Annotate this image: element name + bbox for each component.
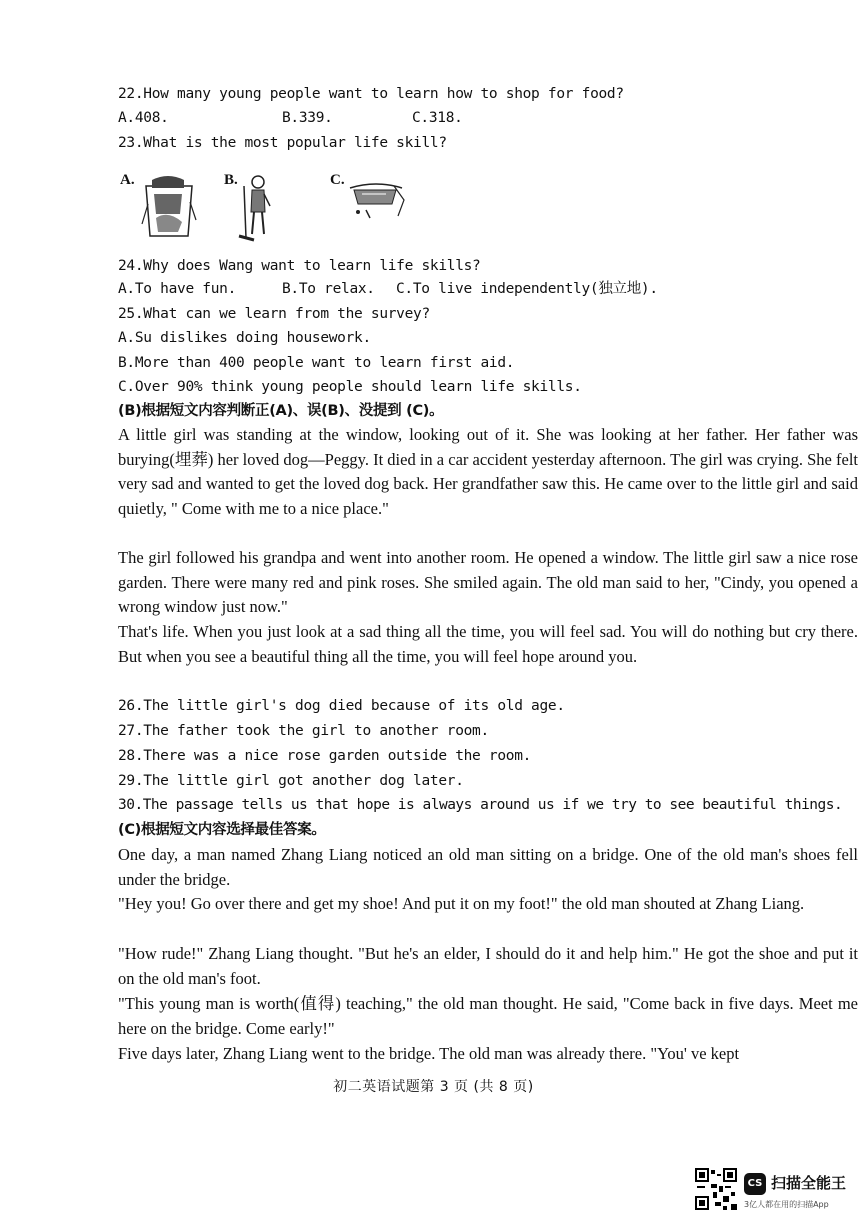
statement-26: 26.The little girl's dog died because of its old age. bbox=[118, 698, 565, 714]
camscanner-logo: CS bbox=[744, 1173, 766, 1195]
statement-28: 28.There was a nice rose garden outside the room. bbox=[118, 748, 532, 764]
q24-option-b: B.To relax. bbox=[282, 281, 375, 297]
q23-picture-b-label: B. bbox=[224, 172, 238, 188]
section-b-paragraph-3: That's life. When you just look at a sad thing all the time, you will feel sad. You will do nothing but cry there. But when you see a beautiful thing all the time, you will feel hope around you. bbox=[118, 622, 858, 666]
q24-stem: 24.Why does Wang want to learn life skills? bbox=[118, 258, 481, 274]
q25-stem: 25.What can we learn from the survey? bbox=[118, 306, 430, 322]
boy-mopping-icon bbox=[236, 172, 278, 244]
statement-29: 29.The little girl got another dog later. bbox=[118, 773, 464, 789]
q22-stem: 22.How many young people want to learn how to shop for food? bbox=[118, 86, 624, 102]
q24-option-a: A.To have fun. bbox=[118, 281, 237, 297]
camscanner-tagline: 3亿人都在用的扫描App bbox=[744, 1200, 829, 1209]
q25-option-c: C.Over 90% think young people should learn life skills. bbox=[118, 379, 582, 395]
qr-code-icon bbox=[695, 1168, 737, 1210]
statement-27: 27.The father took the girl to another room. bbox=[118, 723, 489, 739]
q22-option-b: B.339. bbox=[282, 110, 333, 126]
section-c-heading: (C)根据短文内容选择最佳答案。 bbox=[118, 822, 326, 838]
q22-option-a: A.408. bbox=[118, 110, 169, 126]
camscanner-name: 扫描全能王 bbox=[771, 1174, 847, 1192]
q23-picture-a-label: A. bbox=[120, 172, 135, 188]
section-c-paragraph-1: One day, a man named Zhang Liang noticed an old man sitting on a bridge. One of the old man's shoes fell under the bridge. bbox=[118, 845, 858, 889]
q23-stem: 23.What is the most popular life skill? bbox=[118, 135, 447, 151]
section-b-paragraph-1: A little girl was standing at the window, looking out of it. She was looking at her father. Her father was burying(埋葬) her loved dog—Peggy. It died in a car accident yesterday afternoon. The girl was crying. She felt very sad and wanted to get the loved dog back. Her grandfather saw this. He came over to the little girl and said quietly, " Come with me to a nice place." bbox=[118, 425, 858, 518]
q23-picture-c-label: C. bbox=[330, 172, 345, 188]
cooking-pot-icon bbox=[346, 178, 406, 224]
statement-30: 30.The passage tells us that hope is always around us if we try to see beautiful things. bbox=[118, 797, 843, 813]
q25-option-a: A.Su dislikes doing housework. bbox=[118, 330, 371, 346]
section-b-heading: (B)根据短文内容判断正(A)、误(B)、没提到 (C)。 bbox=[118, 403, 444, 419]
q22-option-c: C.318. bbox=[412, 110, 463, 126]
q25-option-b: B.More than 400 people want to learn first aid. bbox=[118, 355, 515, 371]
laundry-basket-icon bbox=[138, 174, 200, 238]
section-c-paragraph-3: "How rude!" Zhang Liang thought. "But he's an elder, I should do it and help him." He got the shoe and put it on the old man's foot. bbox=[118, 944, 858, 988]
q23-pictures bbox=[118, 168, 438, 248]
page-number-footer: 初二英语试题第 3 页 (共 8 页) bbox=[333, 1079, 534, 1095]
section-b-paragraph-2: The girl followed his grandpa and went into another room. He opened a window. The little girl saw a nice rose garden. There were many red and pink roses. She smiled again. The old man said to her, "Cindy, you opened a wrong window just now." bbox=[118, 548, 858, 617]
q24-option-c: C.To live independently(独立地). bbox=[396, 281, 658, 297]
section-c-paragraph-4: "This young man is worth(值得) teaching," the old man thought. He said, "Come back in five days. Meet me here on the bridge. Come early!" bbox=[118, 994, 858, 1038]
section-c-paragraph-5: Five days later, Zhang Liang went to the bridge. The old man was already there. "You' ve kept bbox=[118, 1044, 740, 1063]
section-c-paragraph-2: "Hey you! Go over there and get my shoe! And put it on my foot!" the old man shouted at Zhang Liang. bbox=[118, 894, 805, 913]
